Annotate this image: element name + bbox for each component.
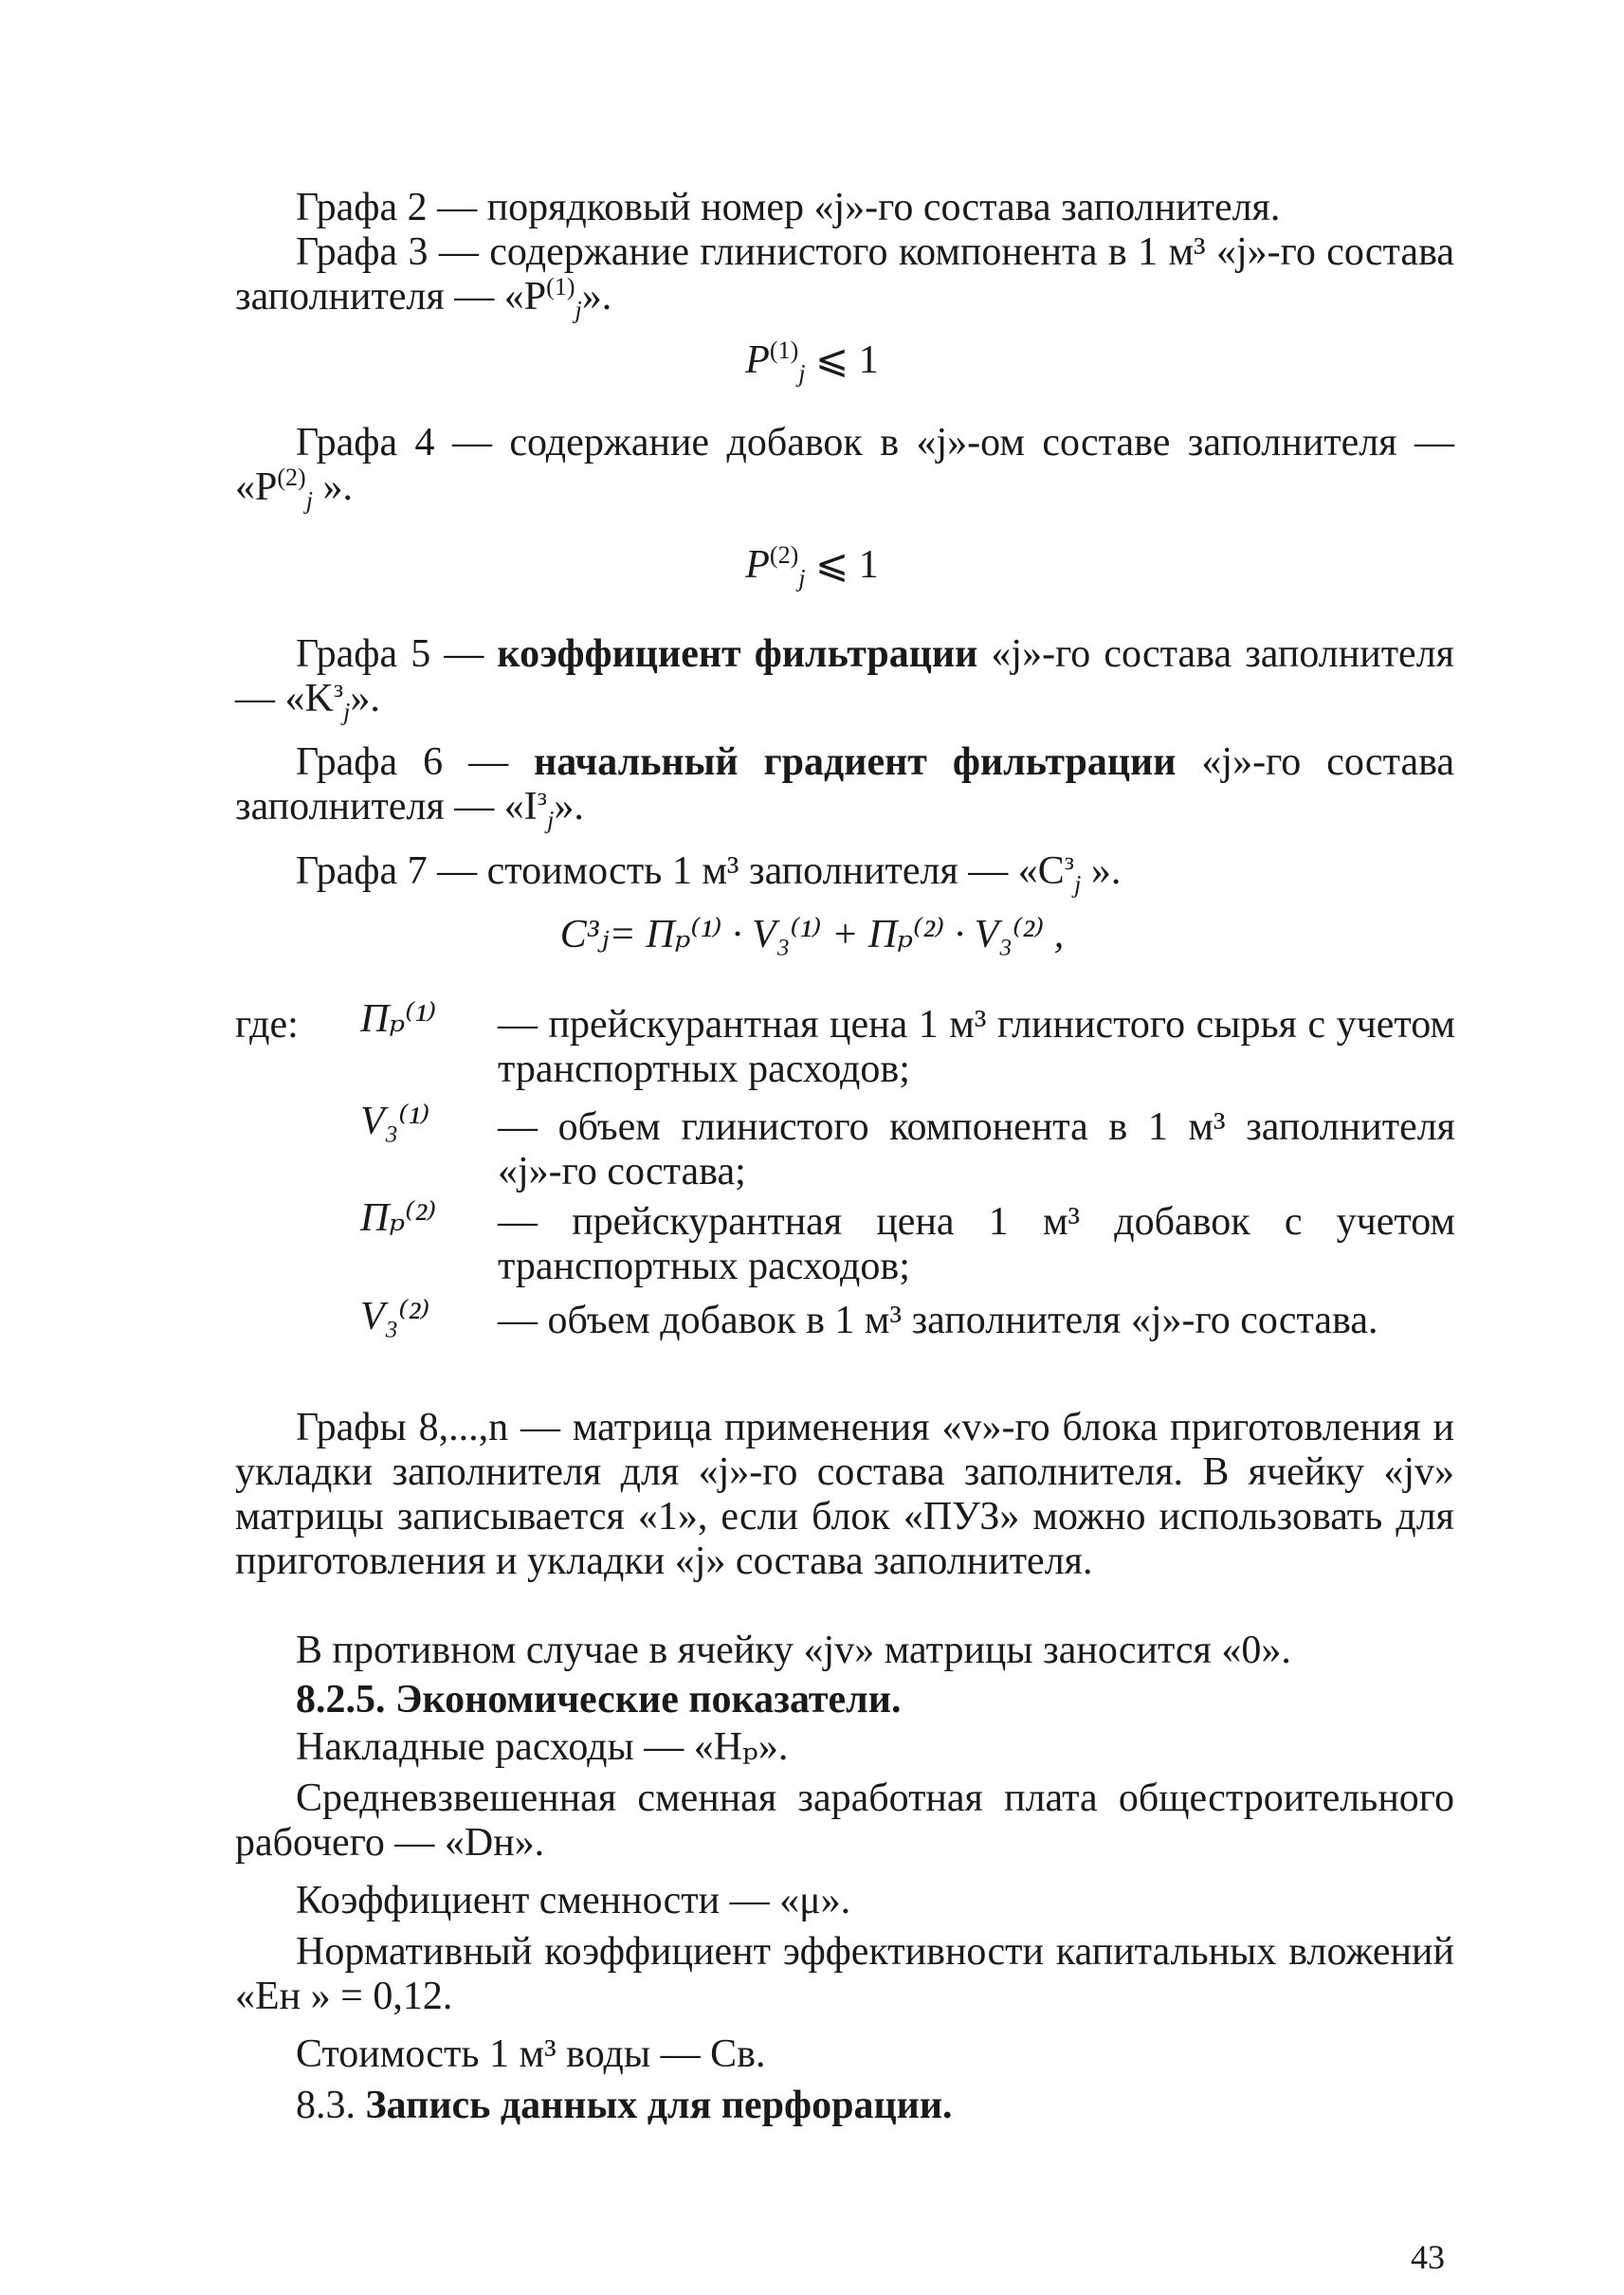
formula-p2: $P^{(2)}_j$ ⩽ 1: [745, 541, 879, 592]
section-heading-8-2-5: 8.2.5. Экономические показатели.: [296, 1678, 902, 1721]
where-text-pp1: — прейскурантная цена 1 м³ глинистого сырья с учетом транспортных расходов;: [498, 1003, 1455, 1091]
line-grafa-3: Графа 3 — содержание глинистого компонента в 1 м³ «j»-го состава заполнителя — «$P^{(1)}_j$».: [235, 230, 1454, 324]
formula-p1: $P^{(1)}_j$ ⩽ 1: [745, 337, 879, 388]
paragraph-grafy-8: Графы 8,...,n — матрица применения «v»-го блока приготовления и укладки заполнителя для «j»-го состава заполнителя. В ячейку «jv» матрицы записывается «1», если блок «ПУЗ» можно использовать для приготовления и укладки «j» состава заполнителя.: [235, 1406, 1454, 1583]
where-symbol-v1: V₃⁽¹⁾: [360, 1100, 430, 1143]
line-grafa-2: Графа 2 — порядковый номер «j»-го состава заполнителя.: [296, 186, 1281, 229]
where-symbol-pp2: Пₚ⁽²⁾: [360, 1196, 437, 1240]
section-heading-8-3: 8.3. Запись данных для перфорации.: [296, 2084, 953, 2127]
where-text-v2: — объем добавок в 1 м³ заполнителя «j»-го состава.: [498, 1299, 1378, 1342]
line-grafa-4: Графа 4 — содержание добавок в «j»-ом составе заполнителя — «$P^{(2)}_j$ ».: [235, 421, 1454, 515]
where-text-v1: — объем глинистого компонента в 1 м³ заполнителя «j»-го состава;: [498, 1105, 1455, 1193]
where-symbol-v2: V₃⁽²⁾: [360, 1295, 430, 1339]
where-text-pp2: — прейскурантная цена 1 м³ добавок с учетом транспортных расходов;: [498, 1200, 1455, 1288]
formula-c3: C³ⱼ= Пₚ⁽¹⁾ · V₃⁽¹⁾ + Пₚ⁽²⁾ · V₃⁽²⁾ ,: [559, 913, 1065, 956]
line-grafa-5: Графа 5 — коэффициент фильтрации «j»-го состава заполнителя — «$K^з_j$».: [235, 632, 1454, 726]
line-water-cost: Стоимость 1 м³ воды — Cв.: [296, 2032, 766, 2076]
page-number: 43: [1411, 2238, 1445, 2276]
where-label: где:: [235, 1003, 299, 1047]
line-efficiency-coefficient: Нормативный коэффициент эффективности капитальных вложений «Eн » = 0,12.: [235, 1930, 1454, 2018]
line-grafa-6: Графа 6 — начальный градиент фильтрации «j»-го состава заполнителя — «$I^з_j$».: [235, 740, 1455, 834]
line-grafa-7: Графа 7 — стоимость 1 м³ заполнителя — «$C^з_j$ ».: [296, 847, 1122, 899]
line-average-wage: Средневзвешенная сменная заработная плата общестроительного рабочего — «Dн».: [235, 1776, 1454, 1865]
paragraph-otherwise: В противном случае в ячейку «jv» матрицы заносится «0».: [296, 1629, 1291, 1672]
where-symbol-pp1: Пₚ⁽¹⁾: [360, 997, 437, 1041]
line-shift-coefficient: Коэффициент сменности — «μ».: [296, 1879, 851, 1922]
line-overhead: Накладные расходы — «Hₚ».: [296, 1725, 789, 1769]
